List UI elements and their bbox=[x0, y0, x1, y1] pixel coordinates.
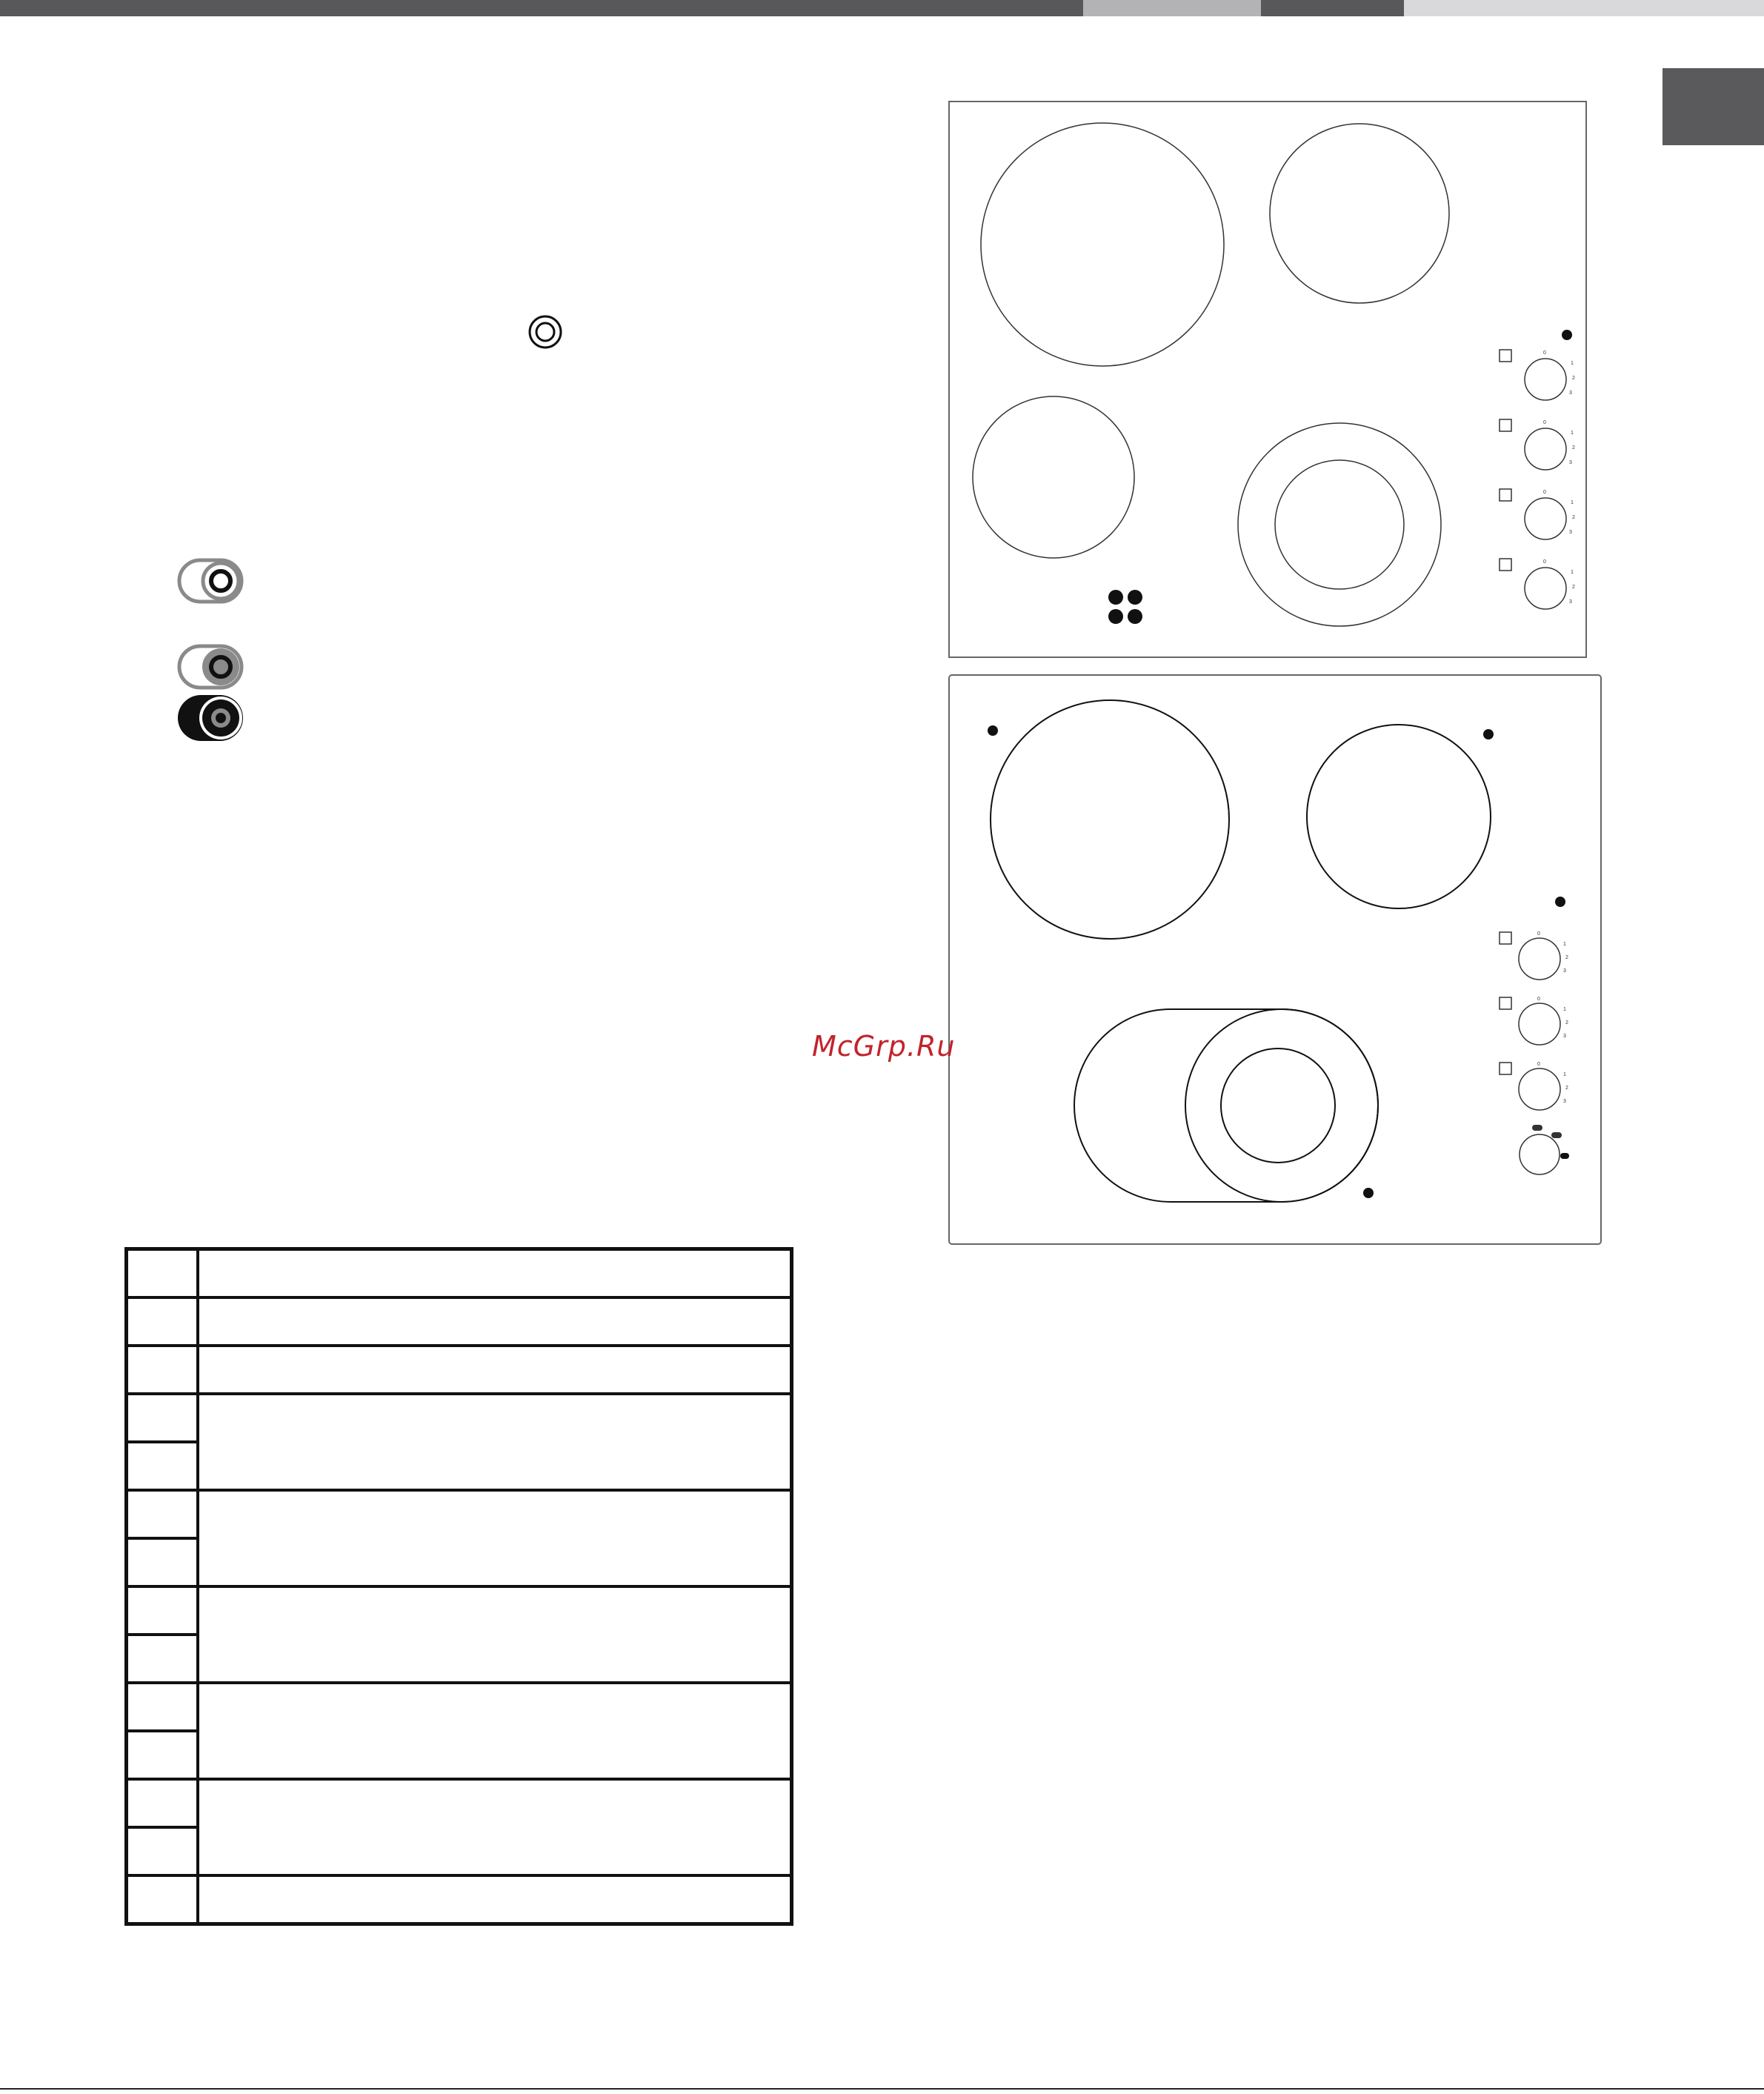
svg-text:3: 3 bbox=[1563, 1034, 1566, 1039]
svg-text:3: 3 bbox=[1563, 968, 1566, 974]
indicator-light bbox=[1483, 729, 1494, 739]
table-cell-text bbox=[198, 1394, 792, 1490]
svg-text:0: 0 bbox=[1543, 559, 1546, 565]
svg-text:2: 2 bbox=[1565, 955, 1568, 960]
table-cell-text bbox=[198, 1586, 792, 1683]
table-cell-num bbox=[127, 1394, 199, 1442]
svg-text:1: 1 bbox=[1571, 431, 1574, 436]
watermark: McGrp.Ru bbox=[812, 1030, 956, 1063]
table-cell-num bbox=[127, 1779, 199, 1827]
svg-text:0: 0 bbox=[1537, 997, 1540, 1002]
svg-text:0: 0 bbox=[1537, 931, 1540, 937]
spec-table bbox=[124, 1247, 793, 1926]
svg-text:1: 1 bbox=[1571, 570, 1574, 575]
table-cell-num bbox=[127, 1586, 199, 1635]
indicator-light bbox=[988, 725, 998, 736]
svg-text:3: 3 bbox=[1563, 1099, 1566, 1104]
table-row bbox=[127, 1586, 792, 1635]
indicator-light bbox=[1555, 897, 1565, 907]
svg-text:0: 0 bbox=[1537, 1062, 1540, 1067]
oval-zone-inner-icon bbox=[176, 557, 244, 605]
table-row bbox=[127, 1249, 792, 1298]
table-cell-num bbox=[127, 1875, 199, 1924]
table-row bbox=[127, 1297, 792, 1346]
table-cell-num bbox=[127, 1635, 199, 1683]
svg-text:2: 2 bbox=[1572, 445, 1575, 451]
svg-text:1: 1 bbox=[1563, 942, 1566, 947]
header-bar-dark-2 bbox=[1261, 0, 1404, 16]
svg-text:1: 1 bbox=[1571, 361, 1574, 366]
footer-rule bbox=[0, 2088, 1764, 2090]
table-row bbox=[127, 1683, 792, 1731]
table-cell-num bbox=[127, 1827, 199, 1875]
svg-text:2: 2 bbox=[1572, 585, 1575, 590]
indicator-light bbox=[1363, 1188, 1374, 1198]
svg-text:3: 3 bbox=[1569, 530, 1572, 535]
header-bar-pale bbox=[1404, 0, 1764, 16]
svg-text:0: 0 bbox=[1543, 350, 1546, 356]
svg-text:1: 1 bbox=[1563, 1007, 1566, 1012]
table-row bbox=[127, 1394, 792, 1442]
svg-text:2: 2 bbox=[1572, 515, 1575, 520]
table-cell-num bbox=[127, 1490, 199, 1538]
svg-text:1: 1 bbox=[1571, 500, 1574, 505]
table-row bbox=[127, 1490, 792, 1538]
header-bar-dark bbox=[0, 0, 1083, 16]
table-cell-text bbox=[198, 1297, 792, 1346]
table-cell-num bbox=[127, 1442, 199, 1490]
svg-text:0: 0 bbox=[1543, 490, 1546, 495]
hob-panel-lower bbox=[948, 674, 1603, 1246]
oval-zone-full-icon bbox=[176, 694, 244, 742]
svg-text:1: 1 bbox=[1563, 1072, 1566, 1077]
svg-text:0: 0 bbox=[1543, 420, 1546, 425]
svg-text:3: 3 bbox=[1569, 460, 1572, 465]
concentric-circles-icon bbox=[527, 314, 563, 350]
table-cell-text bbox=[198, 1346, 792, 1394]
table-cell-num bbox=[127, 1731, 199, 1779]
table-cell-num bbox=[127, 1249, 199, 1298]
table-cell-text bbox=[198, 1875, 792, 1924]
table-row bbox=[127, 1875, 792, 1924]
table-cell-num bbox=[127, 1346, 199, 1394]
header-bar-light bbox=[1083, 0, 1261, 16]
svg-text:3: 3 bbox=[1569, 599, 1572, 605]
table-cell-num bbox=[127, 1297, 199, 1346]
table-cell-text bbox=[198, 1490, 792, 1586]
table-cell-num bbox=[127, 1683, 199, 1731]
table-cell-text bbox=[198, 1249, 792, 1298]
table-cell-num bbox=[127, 1538, 199, 1586]
oval-zone-partial-icon bbox=[176, 643, 244, 691]
four-burner-layout-icon bbox=[1107, 588, 1145, 625]
table-cell-text bbox=[198, 1779, 792, 1875]
table-row bbox=[127, 1346, 792, 1394]
language-tab bbox=[1663, 68, 1764, 145]
indicator-light bbox=[1562, 330, 1572, 340]
table-cell-text bbox=[198, 1683, 792, 1779]
svg-text:2: 2 bbox=[1565, 1086, 1568, 1091]
hob-panel-upper bbox=[948, 101, 1588, 658]
svg-text:3: 3 bbox=[1569, 390, 1572, 396]
table-row bbox=[127, 1779, 792, 1827]
svg-text:2: 2 bbox=[1572, 376, 1575, 381]
svg-text:2: 2 bbox=[1565, 1020, 1568, 1026]
